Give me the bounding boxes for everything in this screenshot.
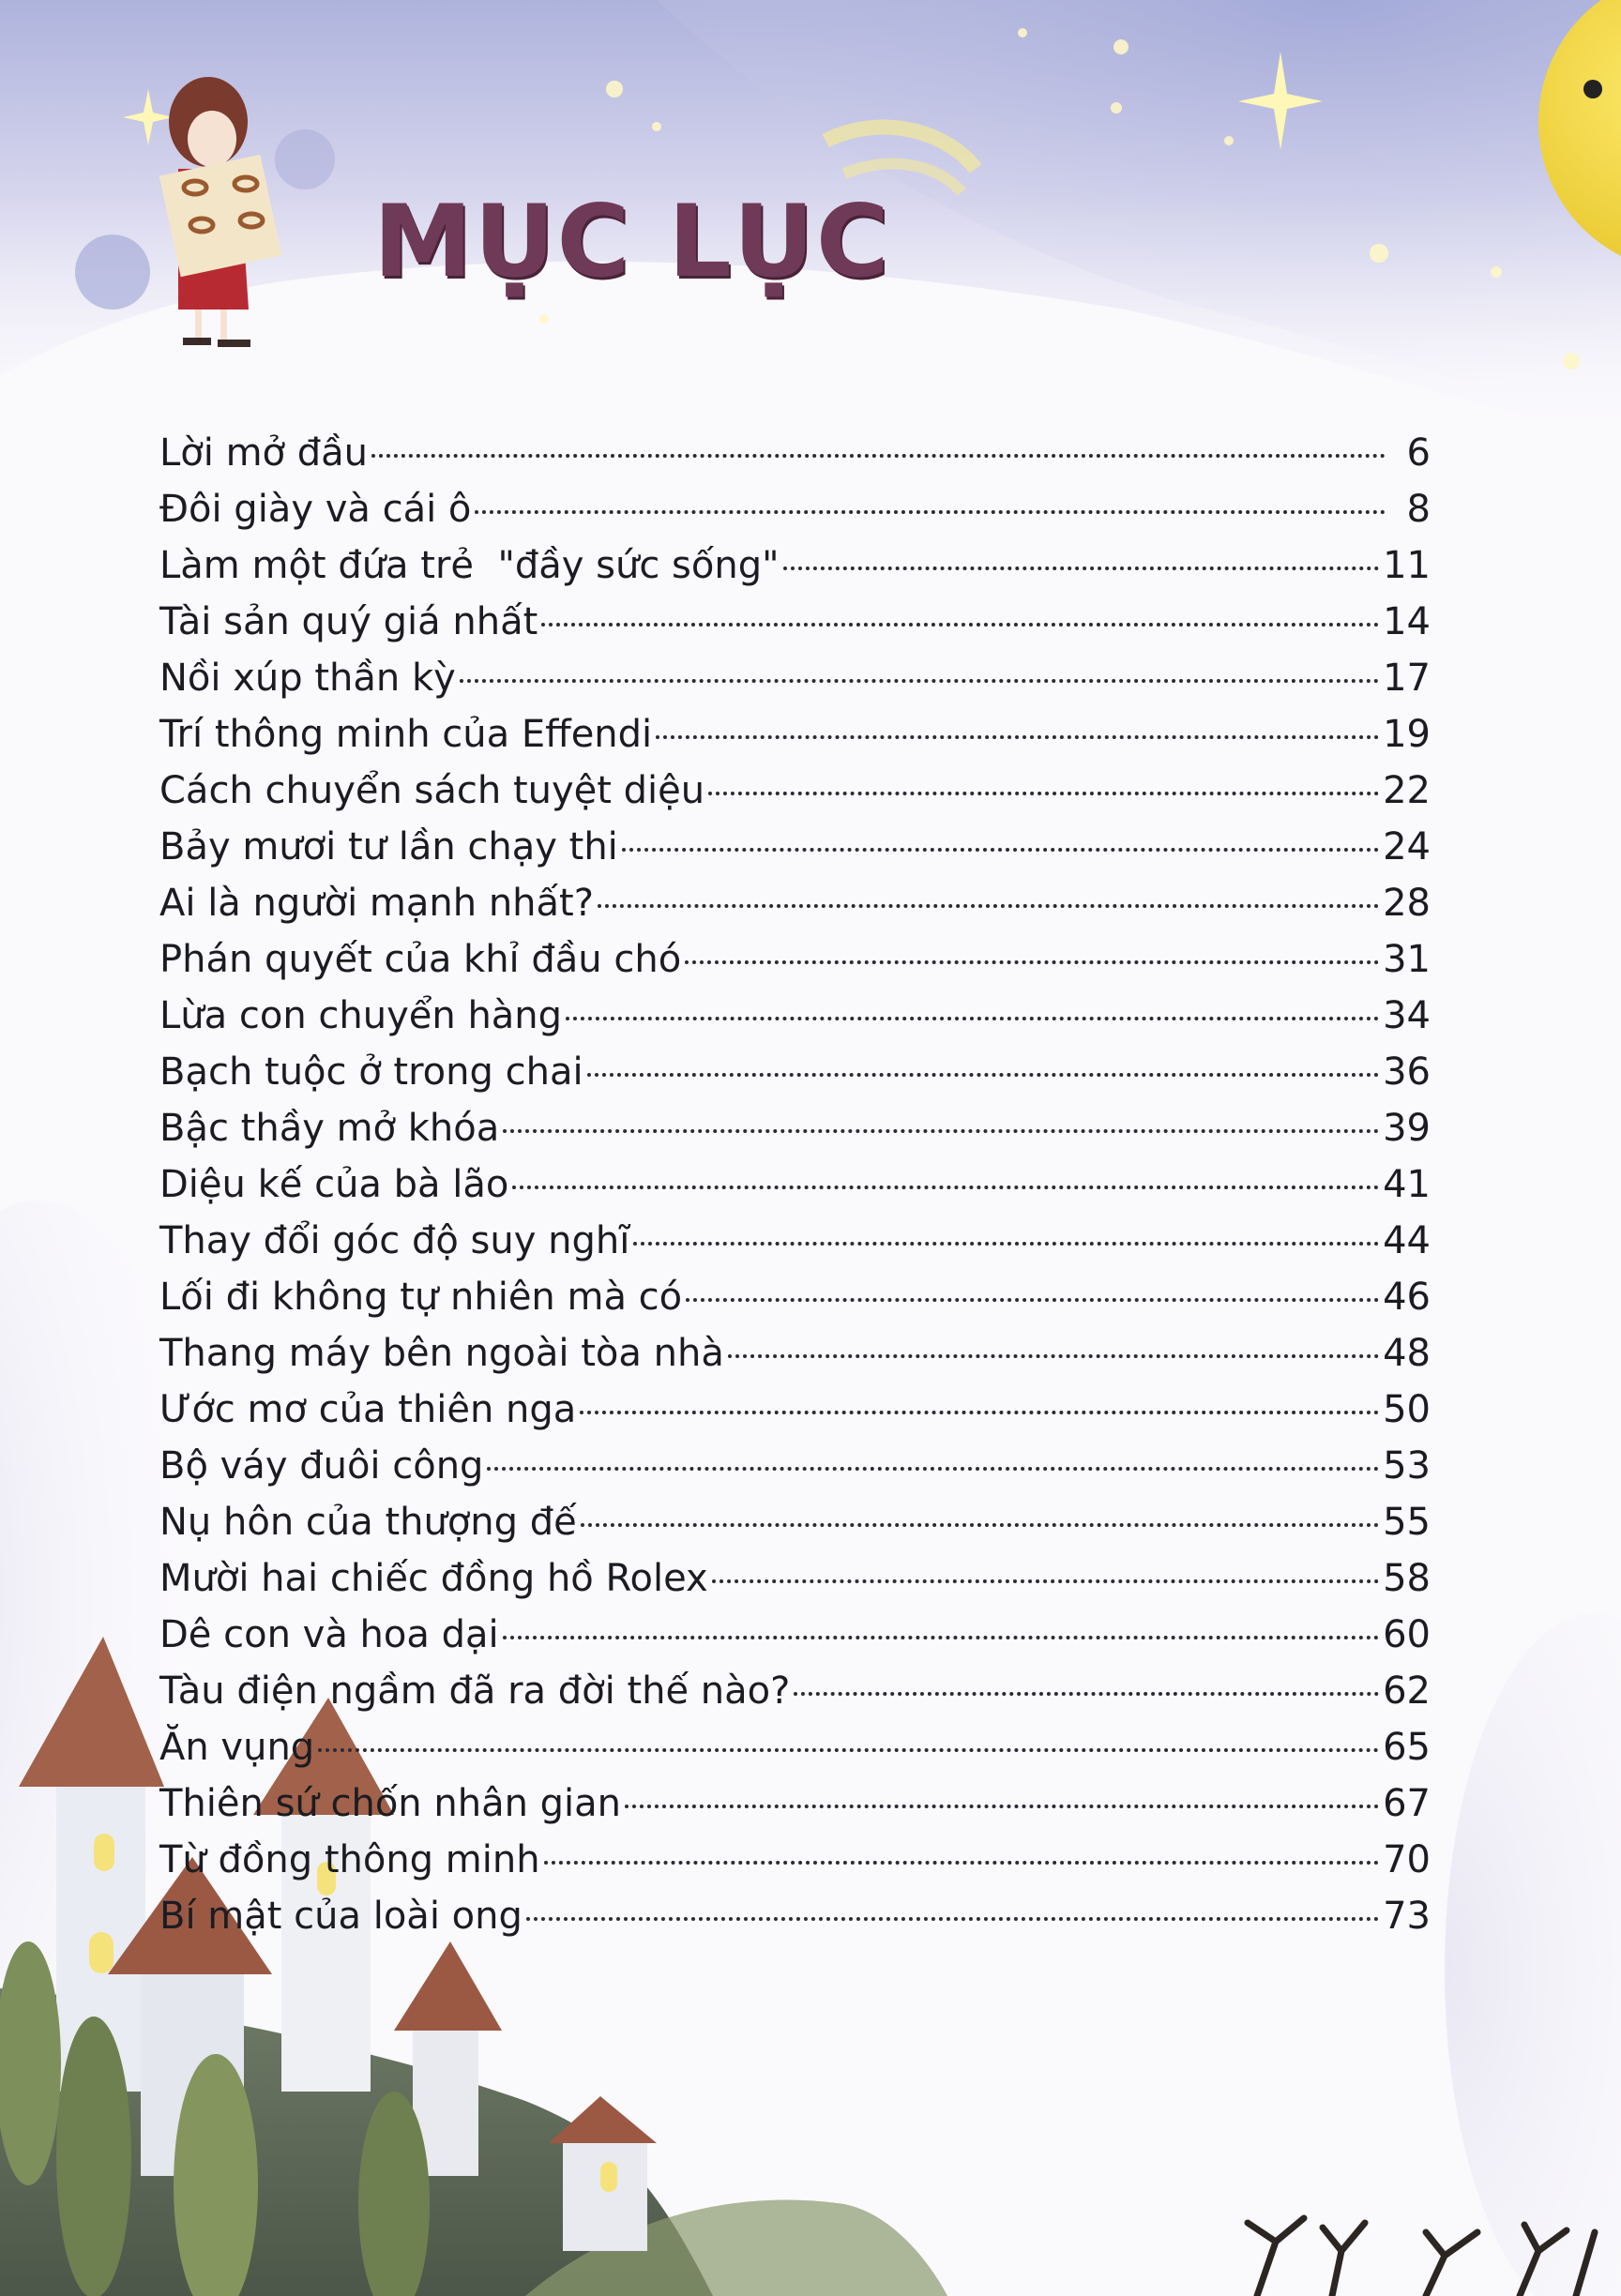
toc-entry-page: 41 <box>1383 1163 1431 1206</box>
toc-entry-title: Tàu điện ngầm đã ra đời thế nào? <box>159 1669 791 1713</box>
toc-entry-title: Từ đồng thông minh <box>159 1838 540 1881</box>
toc-entry <box>159 1719 1431 1775</box>
toc-entry <box>159 819 1431 875</box>
toc-entry-page: 62 <box>1383 1669 1431 1713</box>
toc-entry <box>159 481 1431 537</box>
toc-entry-title: Phán quyết của khỉ đầu chó <box>159 938 682 981</box>
toc-entry <box>159 650 1431 706</box>
toc-entry <box>159 1550 1431 1607</box>
dot-leader <box>783 566 1380 570</box>
toc-entry <box>159 1044 1431 1100</box>
toc-entry <box>159 1100 1431 1156</box>
toc-entry-page: 48 <box>1383 1332 1431 1375</box>
toc-entry-title: Ai là người mạnh nhất? <box>159 882 594 925</box>
dot-leader <box>512 1186 1379 1189</box>
toc-entry-page: 19 <box>1383 713 1431 756</box>
toc-entry <box>159 537 1431 594</box>
toc-entry <box>159 1382 1431 1438</box>
toc-entry <box>159 931 1431 988</box>
toc-entry <box>159 1832 1431 1888</box>
toc-entry-title: Cách chuyển sách tuyệt diệu <box>159 769 705 812</box>
toc-entry-title: Dê con và hoa dại <box>159 1613 499 1656</box>
toc-entry-title: Bạch tuộc ở trong chai <box>159 1050 583 1094</box>
toc-entry-page: 36 <box>1383 1050 1431 1094</box>
toc-entry-page: 34 <box>1383 994 1431 1037</box>
dot-leader <box>633 1242 1379 1246</box>
toc-entry-page: 31 <box>1383 938 1431 981</box>
dot-leader <box>656 735 1379 739</box>
dot-leader <box>475 510 1386 514</box>
table-of-contents <box>159 425 1431 1944</box>
toc-entry-page: 58 <box>1383 1557 1431 1600</box>
toc-entry-title: Lời mở đầu <box>159 431 368 475</box>
dot-leader <box>708 792 1379 795</box>
toc-entry-title: Ăn vụng <box>159 1726 315 1769</box>
toc-entry <box>159 706 1431 763</box>
dot-leader <box>526 1917 1379 1921</box>
toc-entry <box>159 1156 1431 1213</box>
dot-leader <box>598 904 1379 908</box>
toc-entry-page: 60 <box>1383 1613 1431 1656</box>
toc-entry-page: 28 <box>1383 882 1431 925</box>
toc-entry-title: Trí thông minh của Effendi <box>159 713 653 756</box>
dot-leader <box>566 1017 1379 1020</box>
toc-entry <box>159 594 1431 650</box>
dot-leader <box>318 1748 1379 1752</box>
toc-entry-page: 17 <box>1383 657 1431 700</box>
dot-leader <box>460 679 1379 683</box>
toc-entry-page: 11 <box>1383 544 1431 587</box>
toc-entry <box>159 1888 1431 1944</box>
toc-entry-page: 65 <box>1383 1726 1431 1769</box>
dot-leader <box>587 1073 1380 1077</box>
toc-entry-page: 73 <box>1383 1895 1431 1938</box>
toc-entry <box>159 1269 1431 1325</box>
dot-leader <box>581 1523 1379 1527</box>
dot-leader <box>622 848 1379 852</box>
toc-entry-title: Làm một đứa trẻ "đầy sức sống" <box>159 544 780 587</box>
toc-entry-title: Lối đi không tự nhiên mà có <box>159 1276 683 1319</box>
toc-entry-page: 22 <box>1383 769 1431 812</box>
toc-entry-title: Mười hai chiếc đồng hồ Rolex <box>159 1557 708 1600</box>
dot-leader <box>728 1354 1379 1358</box>
toc-entry-page: 67 <box>1383 1782 1431 1825</box>
toc-entry-page: 24 <box>1383 825 1431 869</box>
dot-leader <box>580 1411 1379 1414</box>
toc-entry <box>159 875 1431 931</box>
toc-entry-page: 50 <box>1383 1388 1431 1431</box>
toc-entry <box>159 1494 1431 1550</box>
toc-entry-title: Bộ váy đuôi công <box>159 1444 484 1488</box>
toc-entry-title: Thiên sứ chốn nhân gian <box>159 1782 622 1825</box>
dot-leader <box>685 960 1379 964</box>
page-title: MỤC LỤC <box>373 184 891 299</box>
dot-leader <box>544 1861 1380 1865</box>
toc-entry <box>159 988 1431 1044</box>
toc-entry <box>159 763 1431 819</box>
dot-leader <box>503 1636 1379 1639</box>
toc-entry-title: Diệu kế của bà lão <box>159 1163 509 1206</box>
toc-entry-title: Bảy mươi tư lần chạy thi <box>159 825 618 869</box>
toc-entry-title: Lừa con chuyển hàng <box>159 994 563 1037</box>
toc-entry-title: Nồi xúp thần kỳ <box>159 657 456 700</box>
toc-entry-title: Nụ hôn của thượng đế <box>159 1501 577 1544</box>
toc-entry-page: 55 <box>1383 1501 1431 1544</box>
toc-entry-title: Ước mơ của thiên nga <box>159 1388 577 1431</box>
dot-leader <box>712 1579 1379 1583</box>
toc-entry <box>159 1663 1431 1719</box>
dot-leader <box>541 623 1379 627</box>
toc-entry-page: 70 <box>1383 1838 1431 1881</box>
toc-entry-title: Tài sản quý giá nhất <box>159 600 538 643</box>
toc-entry <box>159 425 1431 481</box>
toc-entry-page: 6 <box>1406 431 1431 475</box>
dot-leader <box>503 1129 1379 1133</box>
dot-leader <box>625 1805 1379 1808</box>
toc-entry-page: 14 <box>1383 600 1431 643</box>
dot-leader <box>371 454 1386 458</box>
toc-entry-title: Thang máy bên ngoài tòa nhà <box>159 1332 724 1375</box>
toc-entry-title: Bí mật của loài ong <box>159 1895 523 1938</box>
toc-entry-title: Bậc thầy mở khóa <box>159 1107 500 1150</box>
toc-entry-page: 39 <box>1383 1107 1431 1150</box>
dot-leader <box>487 1467 1379 1471</box>
toc-entry <box>159 1213 1431 1269</box>
toc-entry <box>159 1325 1431 1382</box>
toc-entry-page: 46 <box>1383 1276 1431 1319</box>
toc-entry-page: 8 <box>1406 488 1431 531</box>
toc-entry-page: 53 <box>1383 1444 1431 1488</box>
toc-entry-title: Thay đổi góc độ suy nghĩ <box>159 1219 630 1262</box>
dot-leader <box>794 1692 1379 1696</box>
toc-entry-title: Đôi giày và cái ô <box>159 488 472 531</box>
dot-leader <box>686 1298 1379 1302</box>
toc-entry <box>159 1438 1431 1494</box>
toc-entry <box>159 1775 1431 1832</box>
toc-entry <box>159 1607 1431 1663</box>
toc-entry-page: 44 <box>1383 1219 1431 1262</box>
